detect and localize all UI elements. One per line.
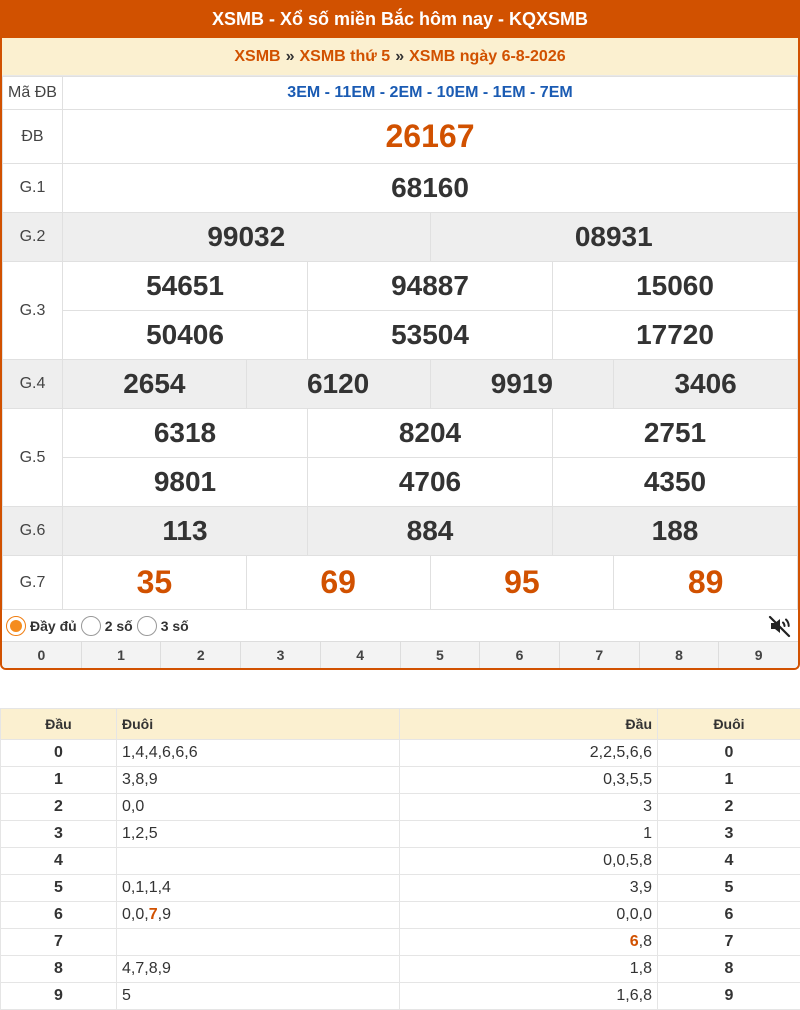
- speaker-muted-icon[interactable]: [768, 614, 792, 638]
- loto-dau2: 0,0,5,8: [400, 848, 658, 875]
- db-number: 26167: [63, 110, 798, 164]
- breadcrumb-date[interactable]: XSMB ngày 6-8-2026: [409, 47, 566, 65]
- loto-duoi: 0,1,1,4: [117, 875, 400, 902]
- table-row: [1, 875, 800, 902]
- digit-button[interactable]: 8: [640, 642, 720, 668]
- breadcrumb-sep: »: [395, 47, 405, 65]
- loto-header-duoi: Đuôi: [117, 709, 400, 740]
- loto-duoi: 0,0: [117, 794, 400, 821]
- g5-number: 6318: [63, 409, 308, 458]
- db-label: ĐB: [3, 110, 63, 164]
- option-two-label: 2 số: [104, 617, 133, 634]
- table-row: [1, 929, 800, 956]
- table-row: [1, 956, 800, 983]
- option-three[interactable]: [137, 616, 189, 636]
- g2-number: 08931: [430, 213, 798, 262]
- g2-number: 99032: [63, 213, 431, 262]
- g3-number: 50406: [63, 311, 308, 360]
- loto-duoi: 1,4,4,6,6,6: [117, 740, 400, 767]
- loto-duoi: 1,2,5: [117, 821, 400, 848]
- loto-duoi2: 2: [658, 794, 800, 821]
- loto-dau: 2: [1, 794, 117, 821]
- g5-number: 8204: [308, 409, 553, 458]
- digit-button[interactable]: 3: [241, 642, 321, 668]
- option-three-label: 3 số: [160, 617, 189, 634]
- digit-button[interactable]: 2: [161, 642, 241, 668]
- digit-button[interactable]: 4: [321, 642, 401, 668]
- g5-number: 4706: [308, 458, 553, 507]
- table-row: [1, 848, 800, 875]
- g4-number: 6120: [246, 360, 430, 409]
- digit-button[interactable]: 7: [560, 642, 640, 668]
- digit-button[interactable]: 5: [401, 642, 481, 668]
- radio-full[interactable]: [6, 616, 26, 636]
- breadcrumb: [2, 38, 798, 76]
- loto-duoi: [117, 929, 400, 956]
- g5-number: 9801: [63, 458, 308, 507]
- loto-dau: 9: [1, 983, 117, 1010]
- table-row: [1, 983, 800, 1010]
- loto-duoi2: 1: [658, 767, 800, 794]
- g4-number: 9919: [430, 360, 614, 409]
- radio-three[interactable]: [137, 616, 157, 636]
- loto-duoi2: 6: [658, 902, 800, 929]
- loto-duoi2: 0: [658, 740, 800, 767]
- table-row: [1, 821, 800, 848]
- loto-dau2: 1,6,8: [400, 983, 658, 1010]
- loto-dau2: 1: [400, 821, 658, 848]
- loto-dau2: 0,0,0: [400, 902, 658, 929]
- loto-dau: 7: [1, 929, 117, 956]
- loto-dau: 3: [1, 821, 117, 848]
- loto-duoi: 0,0,7,9: [117, 902, 400, 929]
- g1-label: G.1: [3, 164, 63, 213]
- g7-number: 69: [246, 556, 430, 610]
- option-two[interactable]: [81, 616, 133, 636]
- loto-table: [0, 708, 800, 1010]
- page-title: XSMB - Xổ số miền Bắc hôm nay - KQXSMB: [2, 0, 798, 38]
- digit-button[interactable]: 6: [480, 642, 560, 668]
- loto-header-dau: Đầu: [1, 709, 117, 740]
- g3-number: 17720: [553, 311, 798, 360]
- loto-duoi2: 9: [658, 983, 800, 1010]
- digit-button[interactable]: 9: [754, 647, 763, 663]
- option-full-label: Đầy đủ: [30, 617, 77, 634]
- table-row: [1, 794, 800, 821]
- loto-duoi: 5: [117, 983, 400, 1010]
- display-options: [2, 610, 798, 642]
- g6-number: 113: [63, 507, 308, 556]
- g3-number: 53504: [308, 311, 553, 360]
- loto-duoi2: 3: [658, 821, 800, 848]
- loto-duoi2: 5: [658, 875, 800, 902]
- g5-number: 4350: [553, 458, 798, 507]
- loto-dau: 1: [1, 767, 117, 794]
- option-full[interactable]: [6, 616, 77, 636]
- digit-button[interactable]: 0: [2, 642, 82, 668]
- g2-label: G.2: [3, 213, 63, 262]
- g5-label: G.5: [3, 409, 63, 507]
- g7-number: 89: [614, 556, 798, 610]
- loto-dau: 6: [1, 902, 117, 929]
- results-table: [2, 76, 798, 610]
- g5-number: 2751: [553, 409, 798, 458]
- table-row: [1, 740, 800, 767]
- g6-number: 884: [308, 507, 553, 556]
- loto-dau2: 3,9: [400, 875, 658, 902]
- g3-number: 54651: [63, 262, 308, 311]
- loto-duoi: 4,7,8,9: [117, 956, 400, 983]
- radio-two[interactable]: [81, 616, 101, 636]
- loto-dau2: 3: [400, 794, 658, 821]
- loto-duoi: [117, 848, 400, 875]
- g6-number: 188: [553, 507, 798, 556]
- loto-dau: 4: [1, 848, 117, 875]
- table-row: [1, 767, 800, 794]
- loto-dau: 5: [1, 875, 117, 902]
- g4-label: G.4: [3, 360, 63, 409]
- madb-value: 3EM - 11EM - 2EM - 10EM - 1EM - 7EM: [63, 77, 798, 110]
- table-row: [1, 902, 800, 929]
- breadcrumb-sep: »: [285, 47, 295, 65]
- breadcrumb-xsmb[interactable]: XSMB: [234, 47, 281, 65]
- loto-header-duoi2: Đuôi: [658, 709, 800, 740]
- loto-dau2: 2,2,5,6,6: [400, 740, 658, 767]
- g3-number: 15060: [553, 262, 798, 311]
- loto-duoi2: 4: [658, 848, 800, 875]
- loto-dau: 0: [1, 740, 117, 767]
- loto-dau2: 1,8: [400, 956, 658, 983]
- loto-duoi: 3,8,9: [117, 767, 400, 794]
- loto-dau2: 0,3,5,5: [400, 767, 658, 794]
- g4-number: 2654: [63, 360, 247, 409]
- madb-label: Mã ĐB: [3, 77, 63, 110]
- g4-number: 3406: [614, 360, 798, 409]
- loto-duoi2: 7: [658, 929, 800, 956]
- loto-dau: 8: [1, 956, 117, 983]
- g6-label: G.6: [3, 507, 63, 556]
- breadcrumb-thu5[interactable]: XSMB thứ 5: [299, 47, 391, 65]
- g3-number: 94887: [308, 262, 553, 311]
- g7-number: 35: [63, 556, 247, 610]
- g7-number: 95: [430, 556, 614, 610]
- loto-duoi2: 8: [658, 956, 800, 983]
- loto-header-dau2: Đầu: [400, 709, 658, 740]
- g7-label: G.7: [3, 556, 63, 610]
- g3-label: G.3: [3, 262, 63, 360]
- g1-number: 68160: [63, 164, 798, 213]
- digit-button[interactable]: 1: [82, 642, 162, 668]
- loto-dau2: 6,8: [400, 929, 658, 956]
- digit-filter: [2, 642, 798, 668]
